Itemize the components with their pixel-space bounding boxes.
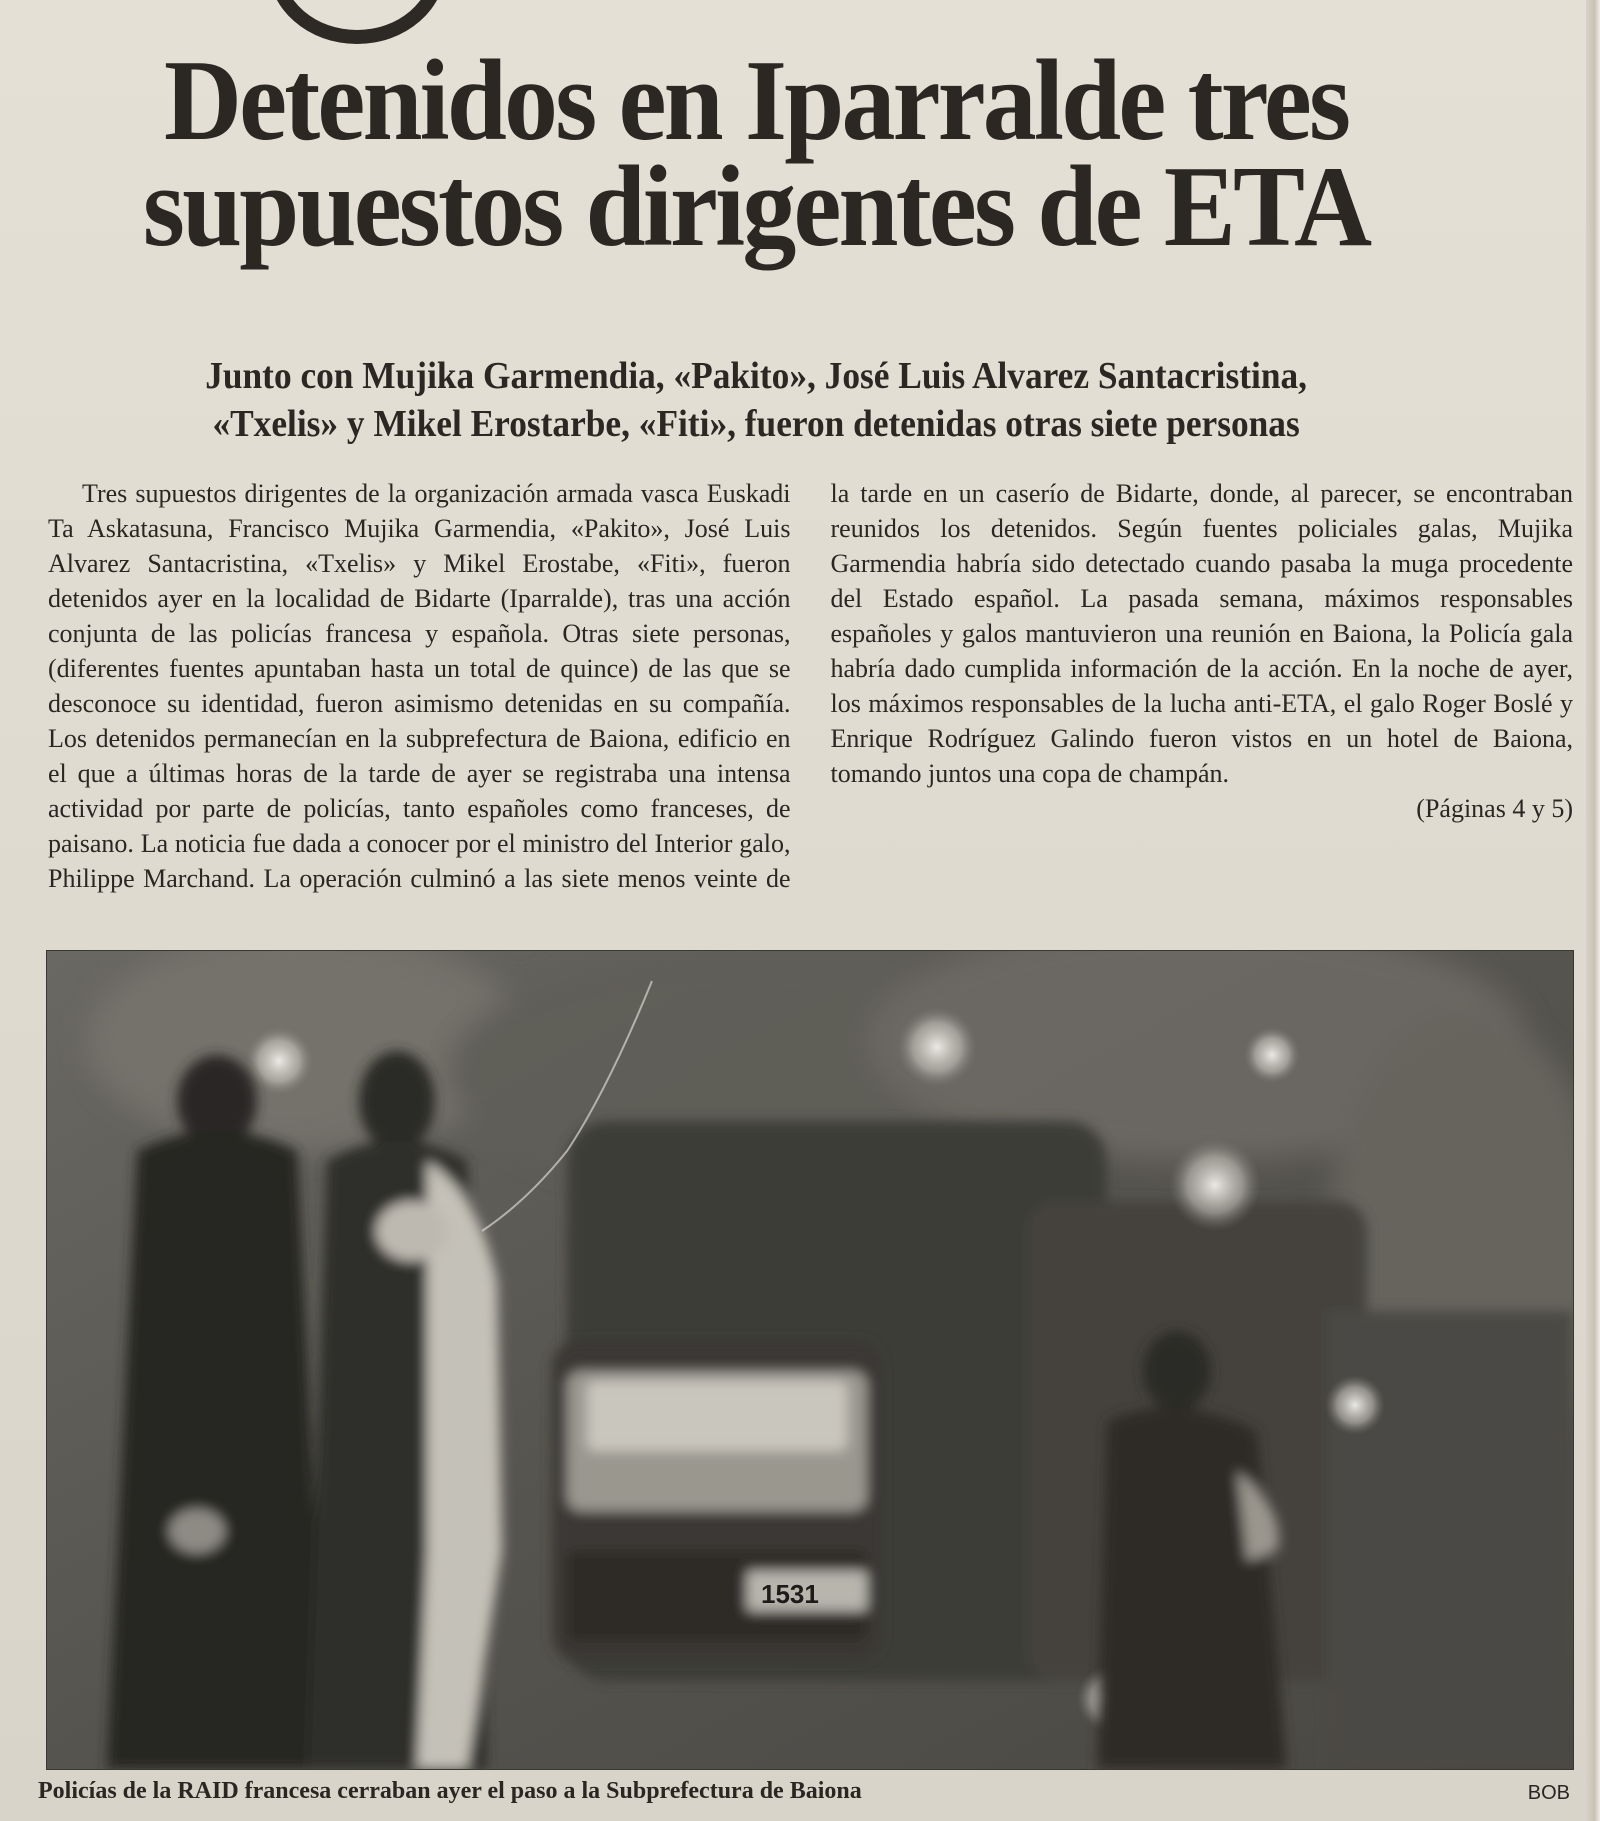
- photo-credit: BOB: [1527, 1782, 1570, 1804]
- subheadline: [40, 352, 1472, 448]
- license-plate: 1531: [761, 1579, 819, 1609]
- headline-line-1: Detenidos en Iparralde tres: [164, 37, 1349, 165]
- article-paragraph: Tres supuestos dirigentes de la organización armada vasca Euskadi Ta Askatasuna, Francisco Mujika Garmendia, «Pakito», José Luis Alvarez Santacristina, «Txelis» y Mikel Erostabe, «Fiti», fueron detenidos ayer en la localidad de Bidarte (Iparralde), tras una acción conjunta de las policías francesa y española. Otras siete personas, (diferentes fuentes apuntaban hasta un total de quince) de las que se desconoce su identidad, fueron asimismo detenidas en su compañía. Los detenidos permanecían en la subprefectura de Baiona, edificio en el que a últimas horas de la tarde de ayer se registraba una intensa actividad por parte de policías, tanto españoles como franceses, de paisano. La noticia fue dada a conocer por el ministro del Interior galo, Philippe Marchand. La operación culminó a las siete menos veinte de la tarde en un caserío de Bidarte, donde, al parecer, se encontraban reunidos los detenidos. Según fuentes policiales galas, Mujika Garmendia habría sido detectado cuando pasaba la muga procedente del Estado español. La pasada semana, máximos responsables españoles y galos mantuvieron una reunión en Baiona, la Policía gala habría dado cumplida información de la acción. En la noche de ayer, los máximos responsables de la lucha anti-ETA, el galo Roger Boslé y Enrique Rodríguez Galindo fueron vistos en un hotel de Baiona, tomando juntos una copa de champán.: [48, 479, 1573, 893]
- article-body: [48, 476, 1573, 928]
- page-edge: [1586, 0, 1600, 1821]
- subheadline-line-1: Junto con Mujika Garmendia, «Pakito», José Luis Alvarez Santacristina,: [205, 355, 1308, 397]
- photo-caption: Policías de la RAID francesa cerraban ayer el paso a la Subprefectura de Baiona: [38, 1778, 862, 1804]
- subheadline-line-2: «Txelis» y Mikel Erostarbe, «Fiti», fueron detenidas otras siete personas: [212, 403, 1300, 445]
- headline-line-2: supuestos dirigentes de ETA: [142, 143, 1370, 271]
- headline: [40, 37, 1472, 271]
- car: [552, 1341, 882, 1661]
- page-reference: (Páginas 4 y 5): [1416, 794, 1573, 823]
- news-photo: [46, 950, 1574, 1770]
